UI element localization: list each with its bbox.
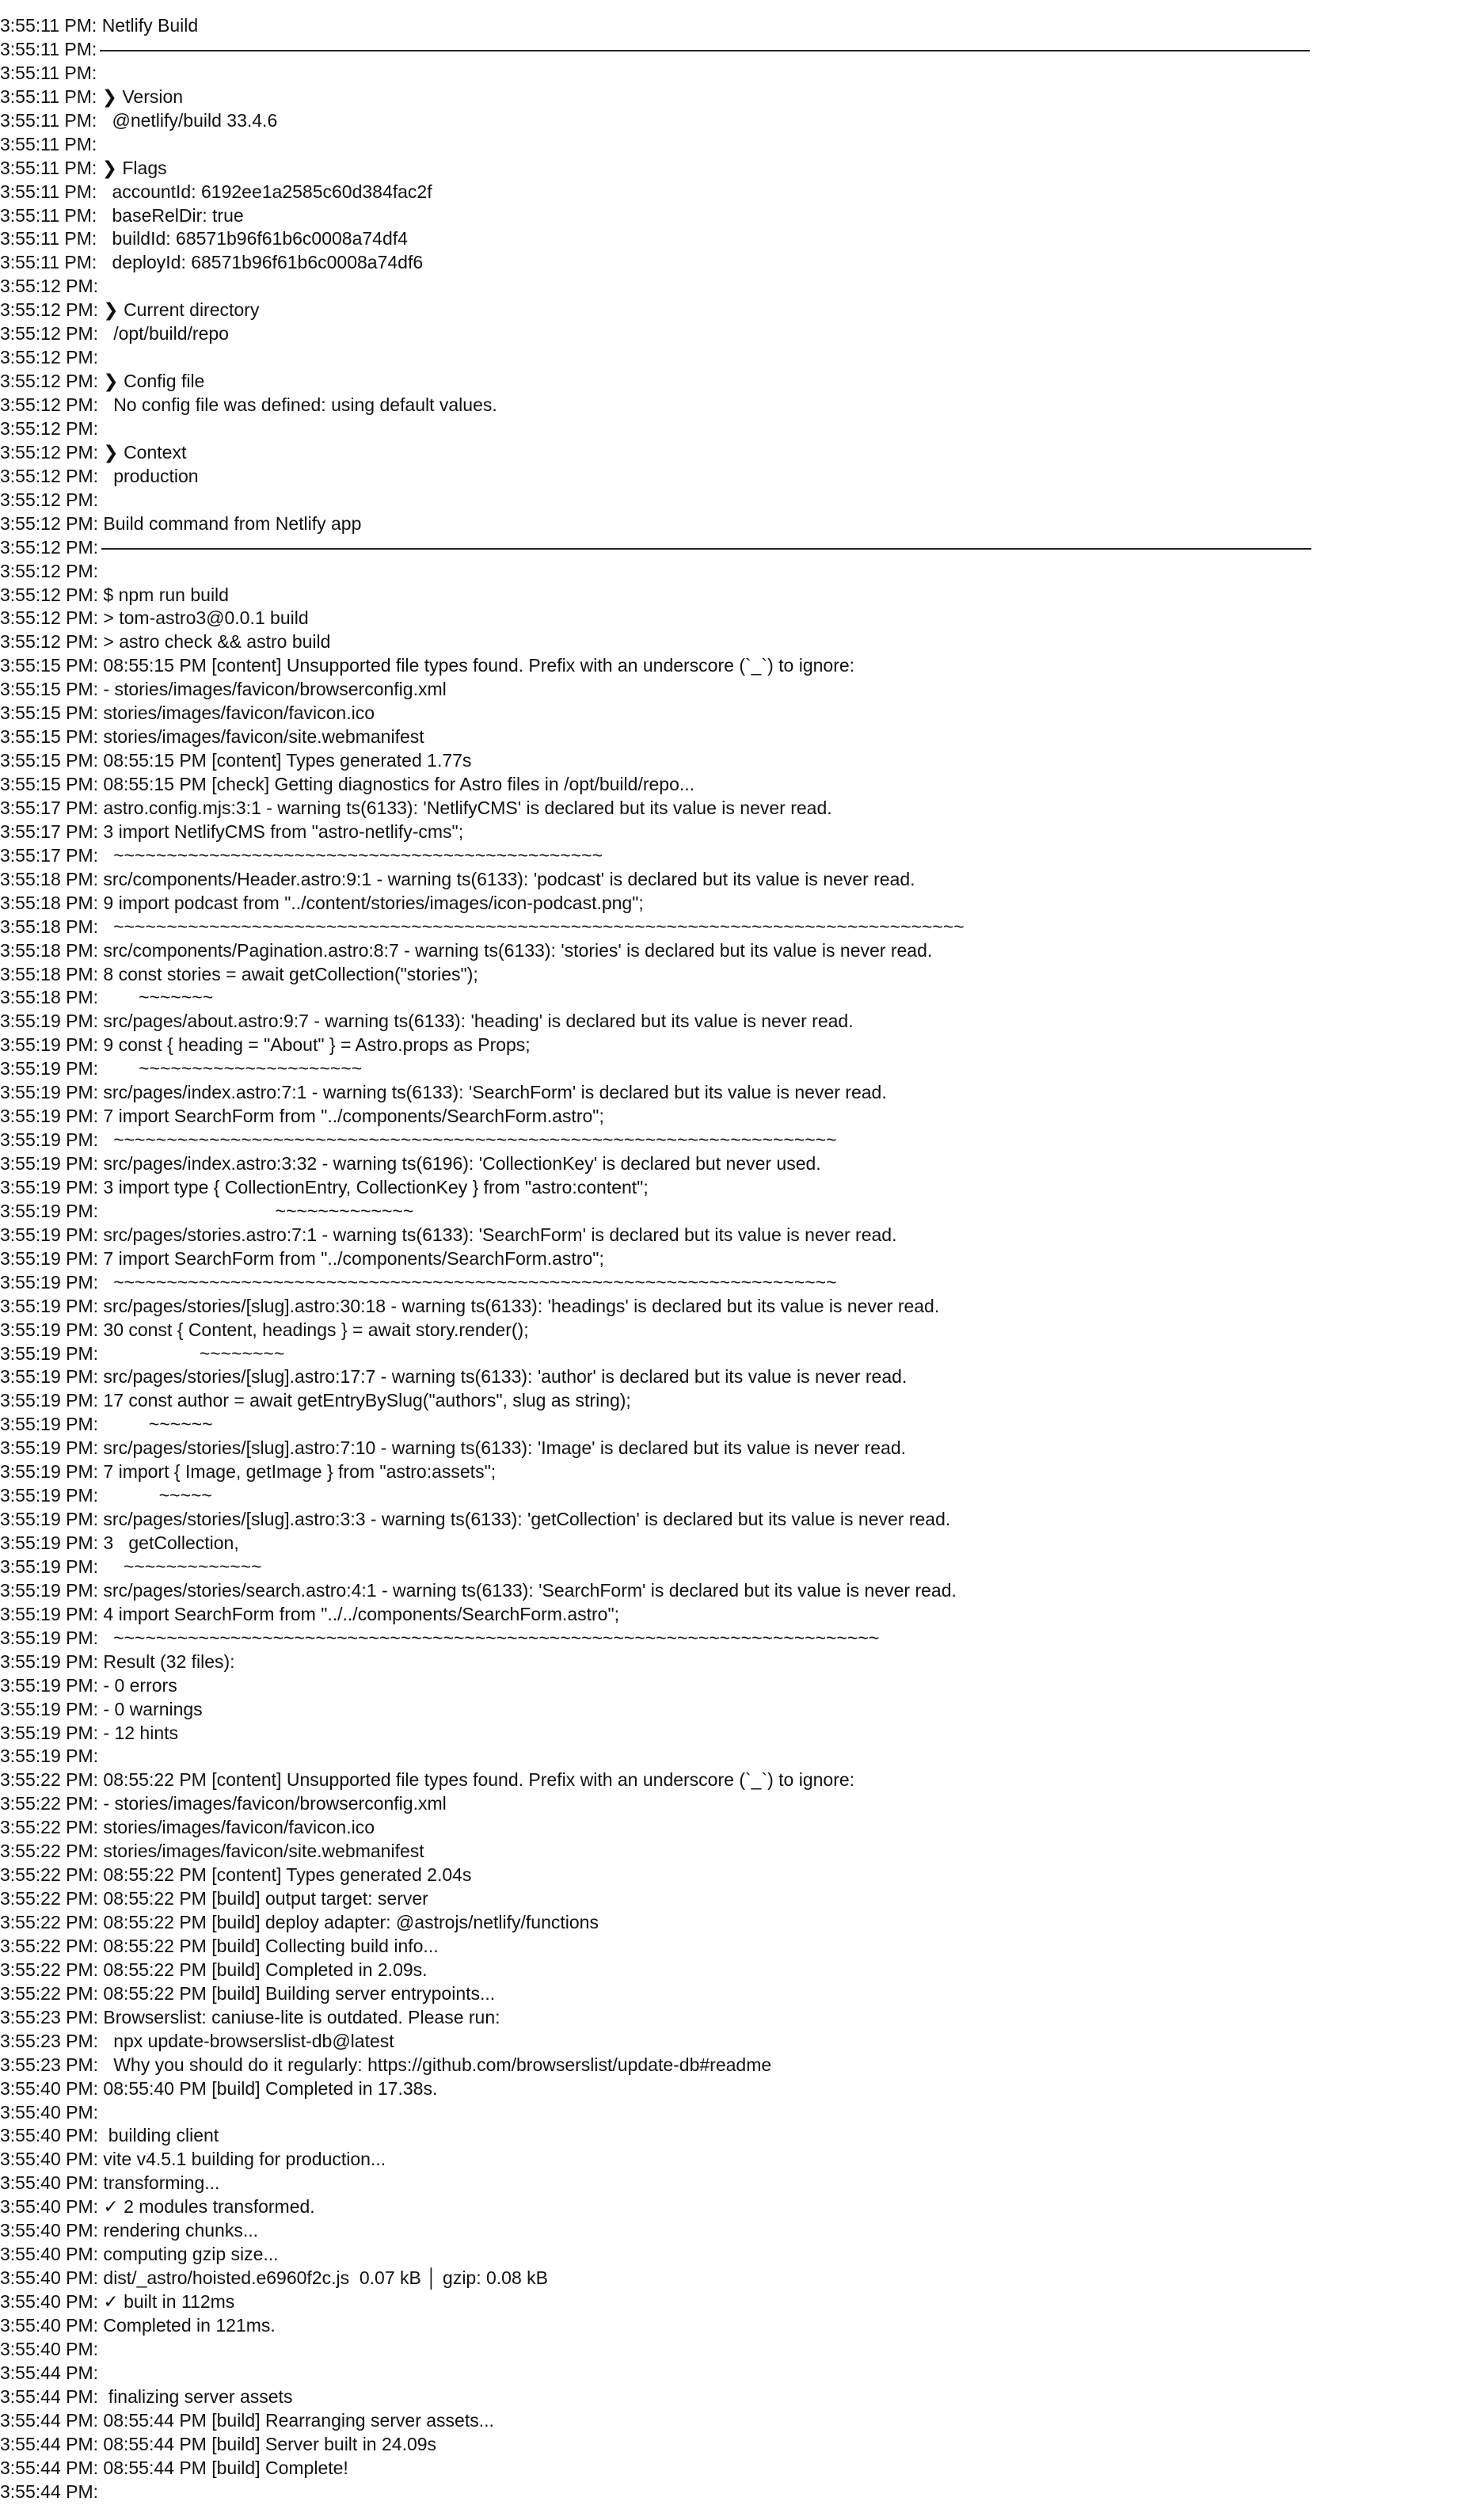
- log-line-separator: [0, 38, 1484, 62]
- log-line-text: 3:55:15 PM: - stories/images/favicon/browserconfig.xml: [0, 679, 447, 700]
- log-line: [0, 2457, 1484, 2480]
- separator-rule: [100, 50, 1310, 51]
- log-line-text: 3:55:19 PM: 7 import SearchForm from "../components/SearchForm.astro";: [0, 1106, 604, 1127]
- log-line-text: 3:55:15 PM: stories/images/favicon/site.webmanifest: [0, 726, 424, 748]
- log-line: [0, 2124, 1484, 2148]
- log-line-text: 3:55:12 PM:: [0, 417, 99, 439]
- log-line-text: 3:55:19 PM: ~~~~~~~~~~~~~: [0, 1555, 262, 1577]
- log-line-text: 3:55:40 PM: transforming...: [0, 2172, 220, 2194]
- log-line-text: 3:55:12 PM: ❯ Current directory: [0, 299, 260, 321]
- log-line-text: 3:55:19 PM: - 0 warnings: [0, 1698, 203, 1719]
- log-line: [0, 465, 1484, 489]
- log-line: [0, 299, 1484, 322]
- log-line-text: 3:55:22 PM: 08:55:22 PM [build] Building server entrypoints...: [0, 1982, 496, 2004]
- log-line-text: 3:55:19 PM: src/pages/index.astro:3:32 - warning ts(6196): 'CollectionKey' is declared but never used.: [0, 1153, 821, 1174]
- log-line: [0, 2077, 1484, 2101]
- log-line-text: 3:55:44 PM: 08:55:44 PM [build] Rearranging server assets...: [0, 2409, 494, 2431]
- log-line-text: 3:55:22 PM: 08:55:22 PM [content] Unsupported file types found. Prefix with an underscore (`_`) to ignore:: [0, 1769, 855, 1791]
- log-line: [0, 1840, 1484, 1864]
- log-line-text: 3:55:12 PM: /opt/build/repo: [0, 323, 229, 345]
- log-line: [0, 2338, 1484, 2362]
- log-line-text: 3:55:11 PM: Netlify Build: [0, 15, 199, 36]
- log-line: [0, 939, 1484, 963]
- log-line: [0, 322, 1484, 346]
- log-line-text: 3:55:12 PM:: [0, 276, 99, 297]
- log-line-text: 3:55:18 PM: ~~~~~~~~~~~~~~~~~~~~~~~~~~~~~~~~~~~~~~~~~~~~~~~~~~~~~~~~~~~~~~~~~~~~~~~~~~~~~~~~: [0, 916, 965, 937]
- log-line-text: 3:55:18 PM: src/components/Pagination.astro:8:7 - warning ts(6133): 'stories' is declared but its value is never read.: [0, 939, 933, 961]
- log-line-text: 3:55:19 PM: 7 import SearchForm from "../components/SearchForm.astro";: [0, 1247, 604, 1269]
- log-line-text: 3:55:19 PM: src/pages/stories/search.astro:4:1 - warning ts(6133): 'SearchForm' is declared but its value is never read.: [0, 1579, 957, 1601]
- log-line: [0, 2054, 1484, 2077]
- log-line-text: 3:55:19 PM: 3 import type { CollectionEntry, CollectionKey } from "astro:content";: [0, 1176, 649, 1197]
- log-line: [0, 1224, 1484, 1247]
- log-line-text: 3:55:40 PM: ✓ built in 112ms: [0, 2291, 235, 2312]
- log-line: [0, 630, 1484, 654]
- log-line: [0, 1129, 1484, 1152]
- log-line-text: 3:55:40 PM: ✓ 2 modules transformed.: [0, 2196, 315, 2218]
- log-line-text: 3:55:19 PM: ~~~~~~: [0, 1414, 213, 1435]
- log-line-text: 3:55:19 PM: 30 const { Content, headings } = await story.render();: [0, 1319, 529, 1340]
- log-line: [0, 1532, 1484, 1555]
- log-line: [0, 892, 1484, 916]
- log-line: [0, 1816, 1484, 1840]
- log-line-text: 3:55:12 PM: > astro check && astro build: [0, 631, 331, 653]
- log-line: [0, 963, 1484, 987]
- log-line: [0, 1152, 1484, 1176]
- log-line: [0, 2385, 1484, 2409]
- log-line: [0, 868, 1484, 892]
- log-line: [0, 1081, 1484, 1105]
- log-line: [0, 1722, 1484, 1746]
- log-line: [0, 1911, 1484, 1935]
- log-line-text: 3:55:12 PM:: [0, 489, 99, 510]
- log-line-text: 3:55:22 PM: 08:55:22 PM [build] Completed in 2.09s.: [0, 1959, 428, 1980]
- separator-rule: [101, 548, 1311, 550]
- log-line: [0, 181, 1484, 204]
- log-line: [0, 157, 1484, 181]
- log-line: [0, 1768, 1484, 1792]
- log-line-text: 3:55:15 PM: 08:55:15 PM [content] Unsupported file types found. Prefix with an underscore (`_`) to ignore:: [0, 655, 855, 676]
- log-line-text: 3:55:19 PM: src/pages/index.astro:7:1 - warning ts(6133): 'SearchForm' is declared but its value is never read.: [0, 1082, 887, 1103]
- log-line-text: 3:55:19 PM: 4 import SearchForm from "../../components/SearchForm.astro";: [0, 1603, 619, 1624]
- log-line: [0, 1555, 1484, 1579]
- log-line-text: 3:55:19 PM: ~~~~~~~~~~~~~~~~~~~~~: [0, 1058, 363, 1079]
- log-line: [0, 1745, 1484, 1768]
- build-log: [0, 14, 1484, 2503]
- log-line: [0, 1247, 1484, 1271]
- log-line: [0, 133, 1484, 157]
- log-line: [0, 773, 1484, 797]
- log-line: [0, 2172, 1484, 2195]
- log-line: [0, 1389, 1484, 1413]
- log-line-text: 3:55:22 PM: 08:55:22 PM [content] Types generated 2.04s: [0, 1864, 472, 1886]
- log-line: [0, 2362, 1484, 2385]
- log-line: [0, 725, 1484, 749]
- log-line-text: 3:55:44 PM: 08:55:44 PM [build] Server built in 24.09s: [0, 2433, 437, 2454]
- log-line: [0, 227, 1484, 251]
- log-line-text: 3:55:15 PM: 08:55:15 PM [check] Getting diagnostics for Astro files in /opt/build/repo...: [0, 774, 695, 794]
- log-line-text: 3:55:11 PM:: [0, 62, 97, 83]
- log-line-text: 3:55:19 PM: src/pages/about.astro:9:7 - warning ts(6133): 'heading' is declared but its value is never read.: [0, 1011, 854, 1032]
- log-line: [0, 1413, 1484, 1437]
- log-line: [0, 2290, 1484, 2314]
- log-line-text: 3:55:44 PM: finalizing server assets: [0, 2385, 293, 2407]
- log-line: [0, 986, 1484, 1010]
- log-line-text: 3:55:11 PM: ❯ Flags: [0, 157, 167, 178]
- log-line-text: 3:55:40 PM: Completed in 121ms.: [0, 2314, 276, 2336]
- log-line: [0, 1674, 1484, 1698]
- log-line-text: 3:55:11 PM:: [0, 38, 97, 59]
- log-line: [0, 1034, 1484, 1057]
- log-line-text: 3:55:11 PM: buildId: 68571b96f61b6c0008a74df4: [0, 228, 408, 249]
- log-line-text: 3:55:22 PM: stories/images/favicon/favicon.ico: [0, 1817, 375, 1838]
- log-line-text: 3:55:12 PM: ❯ Config file: [0, 371, 205, 392]
- log-line: [0, 1959, 1484, 1982]
- log-line-text: 3:55:19 PM: 3 getCollection,: [0, 1532, 239, 1553]
- log-line: [0, 1935, 1484, 1959]
- log-line: [0, 2101, 1484, 2125]
- log-line: [0, 916, 1484, 939]
- log-line: [0, 1176, 1484, 1200]
- log-line: [0, 1057, 1484, 1081]
- log-line: [0, 1010, 1484, 1034]
- log-line: [0, 394, 1484, 417]
- log-line: [0, 2148, 1484, 2172]
- log-line-text: 3:55:11 PM: deployId: 68571b96f61b6c0008a74df6: [0, 252, 424, 273]
- log-line-text: 3:55:18 PM: ~~~~~~~: [0, 987, 214, 1008]
- log-line-text: 3:55:19 PM: src/pages/stories/[slug].astro:3:3 - warning ts(6133): 'getCollection' is declared but its value is never read.: [0, 1509, 951, 1530]
- log-line-text: 3:55:11 PM: @netlify/build 33.4.6: [0, 109, 278, 131]
- log-line-text: 3:55:22 PM: - stories/images/favicon/browserconfig.xml: [0, 1793, 447, 1814]
- log-line: [0, 2030, 1484, 2054]
- log-line-separator: [0, 536, 1484, 560]
- log-line-text: 3:55:19 PM: - 12 hints: [0, 1722, 179, 1743]
- log-line-text: 3:55:15 PM: 08:55:15 PM [content] Types generated 1.77s: [0, 750, 472, 771]
- log-line-text: 3:55:12 PM:: [0, 536, 99, 558]
- log-line-text: 3:55:23 PM: Why you should do it regularly: https://github.com/browserslist/update-db#readme: [0, 2054, 772, 2075]
- log-line-text: 3:55:11 PM: ❯ Version: [0, 86, 184, 107]
- log-line-text: 3:55:19 PM: 17 const author = await getEntryBySlug("authors", slug as string);: [0, 1390, 631, 1411]
- log-line: [0, 417, 1484, 441]
- log-line-text: 3:55:19 PM: - 0 errors: [0, 1674, 177, 1696]
- log-line-text: 3:55:19 PM: src/pages/stories/[slug].astro:7:10 - warning ts(6133): 'Image' is declared but its value is never read.: [0, 1437, 907, 1459]
- log-line-text: 3:55:18 PM: 8 const stories = await getCollection("stories");: [0, 963, 478, 984]
- log-line-text: 3:55:19 PM: ~~~~~~~~~~~~~~~~~~~~~~~~~~~~~~~~~~~~~~~~~~~~~~~~~~~~~~~~~~~~~~~~~~~~: [0, 1129, 837, 1151]
- log-line: [0, 251, 1484, 275]
- log-line: [0, 654, 1484, 678]
- log-line: [0, 2409, 1484, 2433]
- log-line-text: 3:55:18 PM: src/components/Header.astro:9:1 - warning ts(6133): 'podcast' is declared but its value is never read.: [0, 868, 915, 889]
- log-line: [0, 1295, 1484, 1319]
- log-line: [0, 86, 1484, 109]
- log-line: [0, 1271, 1484, 1295]
- log-line-text: 3:55:15 PM: stories/images/favicon/favicon.ico: [0, 702, 375, 724]
- log-line: [0, 489, 1484, 512]
- log-line: [0, 584, 1484, 607]
- log-line: [0, 820, 1484, 844]
- log-line: [0, 109, 1484, 133]
- log-line-text: 3:55:22 PM: 08:55:22 PM [build] output target: server: [0, 1888, 428, 1909]
- log-line-text: 3:55:40 PM: 08:55:40 PM [build] Completed in 17.38s.: [0, 2077, 438, 2099]
- log-line-text: 3:55:19 PM: 9 const { heading = "About" } = Astro.props as Props;: [0, 1034, 531, 1056]
- log-line: [0, 1603, 1484, 1627]
- log-line-text: 3:55:17 PM: 3 import NetlifyCMS from "astro-netlify-cms";: [0, 820, 464, 842]
- log-line: [0, 512, 1484, 536]
- log-line: [0, 1365, 1484, 1389]
- log-line: [0, 275, 1484, 299]
- log-line: [0, 346, 1484, 370]
- log-line-text: 3:55:12 PM: > tom-astro3@0.0.1 build: [0, 607, 309, 629]
- log-line: [0, 1484, 1484, 1508]
- log-line: [0, 2219, 1484, 2243]
- log-line-text: 3:55:17 PM: ~~~~~~~~~~~~~~~~~~~~~~~~~~~~~~~~~~~~~~~~~~~~~~: [0, 844, 603, 866]
- log-line: [0, 1437, 1484, 1460]
- log-line-text: 3:55:22 PM: stories/images/favicon/site.webmanifest: [0, 1841, 424, 1862]
- log-line: [0, 702, 1484, 725]
- log-line-text: 3:55:44 PM:: [0, 2362, 99, 2383]
- log-line: [0, 607, 1484, 630]
- log-line-text: 3:55:19 PM: ~~~~~~~~~~~~~~~~~~~~~~~~~~~~~~~~~~~~~~~~~~~~~~~~~~~~~~~~~~~~~~~~~~~~: [0, 1271, 837, 1293]
- log-line-text: 3:55:19 PM: Result (32 files):: [0, 1650, 235, 1672]
- log-line-text: 3:55:44 PM:: [0, 2480, 99, 2502]
- log-line: [0, 204, 1484, 228]
- log-line: [0, 14, 1484, 38]
- log-line-text: 3:55:19 PM:: [0, 1746, 99, 1767]
- log-line: [0, 2195, 1484, 2219]
- log-line-text: 3:55:17 PM: astro.config.mjs:3:1 - warning ts(6133): 'NetlifyCMS' is declared but its value is never read.: [0, 797, 832, 818]
- log-line-text: 3:55:19 PM: src/pages/stories/[slug].astro:30:18 - warning ts(6133): 'headings' is declared but its value is never read.: [0, 1295, 940, 1316]
- log-line-text: 3:55:11 PM: baseRelDir: true: [0, 204, 244, 226]
- log-line: [0, 1698, 1484, 1722]
- log-line: [0, 62, 1484, 86]
- log-line-text: 3:55:19 PM: ~~~~~: [0, 1485, 212, 1506]
- log-line-text: 3:55:19 PM: ~~~~~~~~~~~~~: [0, 1200, 414, 1221]
- log-line-text: 3:55:19 PM: src/pages/stories/[slug].astro:17:7 - warning ts(6133): 'author' is declared but its value is never read.: [0, 1366, 908, 1388]
- log-line-text: 3:55:22 PM: 08:55:22 PM [build] Collecting build info...: [0, 1935, 439, 1956]
- log-line: [0, 1200, 1484, 1224]
- log-line-text: 3:55:44 PM: 08:55:44 PM [build] Complete!: [0, 2457, 348, 2478]
- log-line: [0, 1627, 1484, 1650]
- log-line: [0, 844, 1484, 868]
- log-line: [0, 1319, 1484, 1342]
- log-line: [0, 1982, 1484, 2006]
- log-line-text: 3:55:18 PM: 9 import podcast from "../content/stories/images/icon-podcast.png";: [0, 892, 644, 913]
- log-line-text: 3:55:40 PM: rendering chunks...: [0, 2220, 259, 2241]
- log-line-text: 3:55:40 PM:: [0, 2338, 99, 2359]
- log-line-text: 3:55:40 PM: computing gzip size...: [0, 2244, 279, 2265]
- log-line-text: 3:55:19 PM: ~~~~~~~~: [0, 1342, 285, 1364]
- log-line: [0, 1887, 1484, 1911]
- log-line-text: 3:55:12 PM: production: [0, 465, 199, 486]
- log-line-text: 3:55:19 PM: 7 import { Image, getImage } from "astro:assets";: [0, 1461, 497, 1483]
- log-line: [0, 749, 1484, 773]
- log-line-text: 3:55:12 PM:: [0, 347, 99, 368]
- log-line: [0, 2006, 1484, 2030]
- log-line: [0, 370, 1484, 394]
- log-line: [0, 2267, 1484, 2290]
- log-line-text: 3:55:40 PM: building client: [0, 2125, 219, 2146]
- log-line-text: 3:55:40 PM: vite v4.5.1 building for production...: [0, 2149, 386, 2170]
- log-line-text: 3:55:23 PM: Browserslist: caniuse-lite is outdated. Please run:: [0, 2006, 500, 2027]
- log-line: [0, 2314, 1484, 2338]
- log-line-text: 3:55:11 PM: accountId: 6192ee1a2585c60d384fac2f: [0, 181, 432, 202]
- log-line-text: 3:55:12 PM: $ npm run build: [0, 584, 229, 605]
- log-line: [0, 1105, 1484, 1129]
- log-line: [0, 2480, 1484, 2504]
- log-line: [0, 1460, 1484, 1484]
- log-line: [0, 560, 1484, 584]
- log-line-text: 3:55:40 PM: dist/_astro/hoisted.e6960f2c.js 0.07 kB │ gzip: 0.08 kB: [0, 2267, 548, 2289]
- log-line: [0, 1508, 1484, 1532]
- log-line-text: 3:55:12 PM: Build command from Netlify app: [0, 512, 362, 534]
- log-line: [0, 1792, 1484, 1816]
- log-line: [0, 1342, 1484, 1366]
- log-line-text: 3:55:19 PM: ~~~~~~~~~~~~~~~~~~~~~~~~~~~~~~~~~~~~~~~~~~~~~~~~~~~~~~~~~~~~~~~~~~~~~~~~: [0, 1627, 880, 1648]
- log-line: [0, 1579, 1484, 1603]
- log-line-text: 3:55:11 PM:: [0, 133, 97, 154]
- log-line: [0, 1864, 1484, 1887]
- log-line: [0, 1650, 1484, 1674]
- log-line-text: 3:55:23 PM: npx update-browserslist-db@latest: [0, 2030, 394, 2051]
- log-line: [0, 2433, 1484, 2457]
- log-line-text: 3:55:12 PM:: [0, 560, 99, 581]
- log-line: [0, 797, 1484, 820]
- log-line-text: 3:55:40 PM:: [0, 2101, 99, 2123]
- log-line: [0, 441, 1484, 465]
- log-line-text: 3:55:12 PM: No config file was defined: using default values.: [0, 394, 497, 415]
- log-line-text: 3:55:22 PM: 08:55:22 PM [build] deploy adapter: @astrojs/netlify/functions: [0, 1912, 599, 1932]
- log-line: [0, 678, 1484, 702]
- log-line-text: 3:55:12 PM: ❯ Context: [0, 441, 187, 463]
- log-line-text: 3:55:19 PM: src/pages/stories.astro:7:1 - warning ts(6133): 'SearchForm' is declared but its value is never read.: [0, 1224, 897, 1245]
- log-line: [0, 2243, 1484, 2267]
